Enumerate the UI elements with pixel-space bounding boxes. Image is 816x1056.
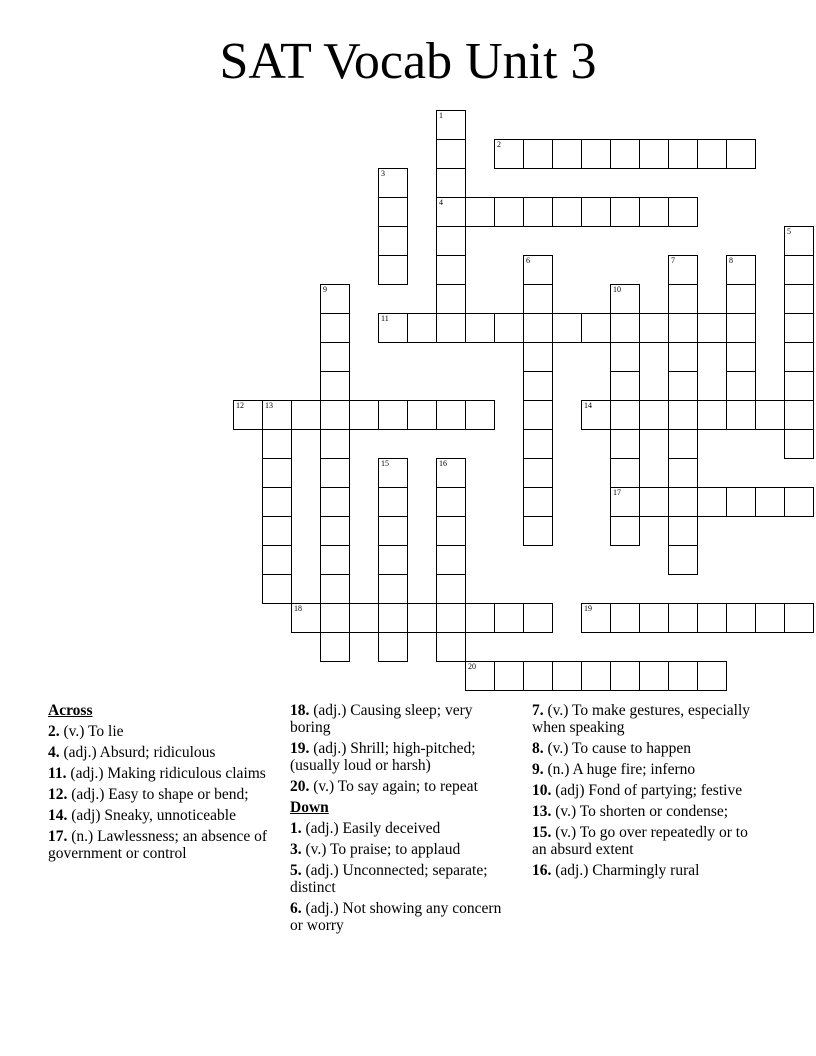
grid-cell[interactable] <box>610 139 640 169</box>
grid-cell[interactable] <box>378 603 408 633</box>
grid-cell[interactable] <box>262 458 292 488</box>
grid-cell[interactable] <box>320 313 350 343</box>
grid-cell[interactable] <box>436 516 466 546</box>
grid-cell[interactable] <box>378 487 408 517</box>
grid-cell[interactable] <box>523 458 553 488</box>
grid-cell[interactable] <box>378 400 408 430</box>
grid-cell[interactable] <box>581 661 611 691</box>
clues-column-2 <box>290 702 515 938</box>
grid-cell[interactable] <box>320 342 350 372</box>
grid-cell[interactable] <box>668 342 698 372</box>
grid-cell[interactable] <box>552 661 582 691</box>
grid-cell[interactable] <box>784 400 814 430</box>
clue-number: 1 <box>439 111 443 120</box>
grid-cell[interactable] <box>668 661 698 691</box>
grid-cell[interactable] <box>465 661 495 691</box>
grid-cell[interactable] <box>494 313 524 343</box>
grid-cell[interactable] <box>668 139 698 169</box>
grid-cell[interactable] <box>668 197 698 227</box>
grid-cell[interactable] <box>523 400 553 430</box>
grid-cell[interactable] <box>494 661 524 691</box>
grid-cell[interactable] <box>668 255 698 285</box>
down-heading: Down <box>290 799 329 816</box>
grid-cell[interactable] <box>784 371 814 401</box>
grid-cell[interactable] <box>755 400 785 430</box>
grid-cell[interactable] <box>523 661 553 691</box>
grid-cell[interactable] <box>784 313 814 343</box>
grid-cell[interactable] <box>436 545 466 575</box>
grid-cell[interactable] <box>320 400 350 430</box>
grid-cell[interactable] <box>378 168 408 198</box>
grid-cell[interactable] <box>639 487 669 517</box>
grid-cell[interactable] <box>378 197 408 227</box>
grid-cell[interactable] <box>668 429 698 459</box>
clue-number-label: 10. <box>532 782 552 799</box>
down-clue-list <box>290 820 515 934</box>
grid-cell[interactable] <box>436 255 466 285</box>
grid-cell[interactable] <box>436 400 466 430</box>
grid-cell[interactable] <box>436 632 466 662</box>
grid-cell[interactable] <box>465 313 495 343</box>
clue-number: 6 <box>526 256 530 265</box>
clue-number-label: 11. <box>48 765 67 782</box>
clue-text: (adj.) Easily deceived <box>301 820 441 837</box>
clue-text: (adj) Sneaky, unnoticeable <box>67 807 236 824</box>
across-clue <box>290 702 515 736</box>
clue-number: 16 <box>439 459 447 468</box>
clue-number: 17 <box>613 488 621 497</box>
grid-cell[interactable] <box>523 342 553 372</box>
down-clue <box>290 841 515 858</box>
grid-cell[interactable] <box>784 284 814 314</box>
across-clue <box>48 744 273 761</box>
clue-number-label: 7. <box>532 702 544 719</box>
grid-cell[interactable] <box>320 603 350 633</box>
grid-cell[interactable] <box>726 255 756 285</box>
grid-cell[interactable] <box>610 661 640 691</box>
clue-number: 11 <box>381 314 389 323</box>
clue-text: (adj.) Making ridiculous claims <box>66 765 266 782</box>
grid-cell[interactable] <box>320 545 350 575</box>
grid-cell[interactable] <box>523 313 553 343</box>
clue-text: (adj.) Absurd; ridiculous <box>59 744 216 761</box>
clue-text: (adj.) Shrill; high-pitched; (usually loud or harsh) <box>290 740 476 774</box>
grid-cell[interactable] <box>378 313 408 343</box>
grid-cell[interactable] <box>697 139 727 169</box>
grid-cell[interactable] <box>349 400 379 430</box>
down-clue <box>290 820 515 837</box>
grid-cell[interactable] <box>378 226 408 256</box>
across-clue-list <box>48 723 273 862</box>
grid-cell[interactable] <box>494 603 524 633</box>
grid-cell[interactable] <box>320 371 350 401</box>
grid-cell[interactable] <box>523 371 553 401</box>
grid-cell[interactable] <box>494 139 524 169</box>
clue-text: (adj.) Unconnected; separate; distinct <box>290 862 488 896</box>
grid-cell[interactable] <box>639 400 669 430</box>
clue-number: 14 <box>584 401 592 410</box>
grid-cell[interactable] <box>378 632 408 662</box>
grid-cell[interactable] <box>233 400 263 430</box>
grid-cell[interactable] <box>610 313 640 343</box>
clue-number: 4 <box>439 198 443 207</box>
grid-cell[interactable] <box>581 197 611 227</box>
down-clue-list-continued <box>532 702 757 879</box>
grid-cell[interactable] <box>668 516 698 546</box>
clue-number-label: 9. <box>532 761 544 778</box>
grid-cell[interactable] <box>262 545 292 575</box>
grid-cell[interactable] <box>610 603 640 633</box>
grid-cell[interactable] <box>436 197 466 227</box>
grid-cell[interactable] <box>610 400 640 430</box>
grid-cell[interactable] <box>610 371 640 401</box>
grid-cell[interactable] <box>639 603 669 633</box>
down-clue <box>532 740 757 757</box>
clues-column-3 <box>532 702 757 883</box>
grid-cell[interactable] <box>726 603 756 633</box>
grid-cell[interactable] <box>494 197 524 227</box>
grid-cell[interactable] <box>320 632 350 662</box>
grid-cell[interactable] <box>320 487 350 517</box>
clue-text: (v.) To say again; to repeat <box>309 778 478 795</box>
grid-cell[interactable] <box>291 400 321 430</box>
clue-text: (adj.) Easy to shape or bend; <box>67 786 249 803</box>
grid-cell[interactable] <box>378 458 408 488</box>
clue-text: (v.) To shorten or condense; <box>551 803 729 820</box>
clue-text: (v.) To cause to happen <box>543 740 692 757</box>
clue-text: (adj) Fond of partying; festive <box>551 782 743 799</box>
clue-number-label: 18. <box>290 702 310 719</box>
grid-cell[interactable] <box>697 603 727 633</box>
grid-cell[interactable] <box>755 487 785 517</box>
page-title: SAT Vocab Unit 3 <box>219 33 597 90</box>
grid-cell[interactable] <box>262 487 292 517</box>
clue-number-label: 20. <box>290 778 310 795</box>
grid-cell[interactable] <box>581 603 611 633</box>
across-clue <box>48 786 273 803</box>
across-clue <box>48 723 273 740</box>
clue-number-label: 3. <box>290 841 302 858</box>
grid-cell[interactable] <box>407 313 437 343</box>
down-clue <box>532 862 757 879</box>
grid-cell[interactable] <box>668 603 698 633</box>
grid-cell[interactable] <box>784 487 814 517</box>
grid-cell[interactable] <box>639 313 669 343</box>
grid-cell[interactable] <box>668 400 698 430</box>
grid-cell[interactable] <box>784 603 814 633</box>
grid-cell[interactable] <box>668 371 698 401</box>
grid-cell[interactable] <box>320 284 350 314</box>
grid-cell[interactable] <box>610 342 640 372</box>
clue-number-label: 8. <box>532 740 544 757</box>
clue-number-label: 13. <box>532 803 552 820</box>
grid-cell[interactable] <box>610 516 640 546</box>
grid-cell[interactable] <box>378 516 408 546</box>
grid-cell[interactable] <box>610 458 640 488</box>
grid-cell[interactable] <box>523 255 553 285</box>
grid-cell[interactable] <box>378 255 408 285</box>
clue-number-label: 15. <box>532 824 552 841</box>
grid-cell[interactable] <box>552 139 582 169</box>
grid-cell[interactable] <box>697 313 727 343</box>
grid-cell[interactable] <box>668 458 698 488</box>
grid-cell[interactable] <box>784 226 814 256</box>
grid-cell[interactable] <box>523 284 553 314</box>
clue-number-label: 5. <box>290 862 302 879</box>
grid-cell[interactable] <box>755 603 785 633</box>
grid-cell[interactable] <box>552 313 582 343</box>
clue-text: (v.) To praise; to applaud <box>301 841 461 858</box>
grid-cell[interactable] <box>668 545 698 575</box>
grid-cell[interactable] <box>523 139 553 169</box>
grid-cell[interactable] <box>523 516 553 546</box>
grid-cell[interactable] <box>697 661 727 691</box>
grid-cell[interactable] <box>610 487 640 517</box>
across-clue <box>290 740 515 774</box>
grid-cell[interactable] <box>639 661 669 691</box>
grid-cell[interactable] <box>581 400 611 430</box>
clue-number-label: 16. <box>532 862 552 879</box>
across-clue-list-continued <box>290 702 515 795</box>
grid-cell[interactable] <box>436 603 466 633</box>
clue-number: 19 <box>584 604 592 613</box>
clue-number: 7 <box>671 256 675 265</box>
grid-cell[interactable] <box>378 545 408 575</box>
grid-cell[interactable] <box>523 603 553 633</box>
clue-number-label: 14. <box>48 807 68 824</box>
grid-cell[interactable] <box>436 168 466 198</box>
grid-cell[interactable] <box>465 197 495 227</box>
down-clue <box>532 702 757 736</box>
grid-cell[interactable] <box>726 342 756 372</box>
grid-cell[interactable] <box>784 255 814 285</box>
across-clue <box>48 807 273 824</box>
grid-cell[interactable] <box>726 139 756 169</box>
grid-cell[interactable] <box>610 429 640 459</box>
grid-cell[interactable] <box>436 139 466 169</box>
clue-number-label: 4. <box>48 744 60 761</box>
grid-cell[interactable] <box>436 284 466 314</box>
clue-number: 9 <box>323 285 327 294</box>
grid-cell[interactable] <box>784 342 814 372</box>
grid-cell[interactable] <box>523 487 553 517</box>
grid-cell[interactable] <box>436 574 466 604</box>
clue-number: 15 <box>381 459 389 468</box>
grid-cell[interactable] <box>262 516 292 546</box>
clue-text: (adj.) Not showing any concern or worry <box>290 900 502 934</box>
grid-cell[interactable] <box>697 487 727 517</box>
grid-cell[interactable] <box>784 429 814 459</box>
grid-cell[interactable] <box>262 400 292 430</box>
grid-cell[interactable] <box>726 400 756 430</box>
grid-cell[interactable] <box>436 226 466 256</box>
grid-cell[interactable] <box>291 603 321 633</box>
grid-cell[interactable] <box>610 284 640 314</box>
clue-number: 18 <box>294 604 302 613</box>
grid-cell[interactable] <box>465 603 495 633</box>
grid-cell[interactable] <box>262 429 292 459</box>
clue-number-label: 2. <box>48 723 60 740</box>
grid-cell[interactable] <box>262 574 292 604</box>
down-clue <box>290 900 515 934</box>
grid-cell[interactable] <box>697 400 727 430</box>
grid-cell[interactable] <box>523 197 553 227</box>
grid-cell[interactable] <box>436 313 466 343</box>
clue-number: 3 <box>381 169 385 178</box>
across-clue <box>48 828 273 862</box>
down-clue <box>290 862 515 896</box>
clue-number: 8 <box>729 256 733 265</box>
clue-number-label: 6. <box>290 900 302 917</box>
grid-cell[interactable] <box>581 313 611 343</box>
clue-number: 5 <box>787 227 791 236</box>
grid-cell[interactable] <box>639 197 669 227</box>
grid-cell[interactable] <box>726 284 756 314</box>
clues-column-1 <box>48 702 273 866</box>
clue-number-label: 1. <box>290 820 302 837</box>
clue-text: (adj.) Charmingly rural <box>551 862 700 879</box>
clue-number-label: 12. <box>48 786 68 803</box>
grid-cell[interactable] <box>668 313 698 343</box>
grid-cell[interactable] <box>668 487 698 517</box>
clue-text: (v.) To go over repeatedly or to an absurd extent <box>532 824 748 858</box>
grid-cell[interactable] <box>726 313 756 343</box>
grid-cell[interactable] <box>407 400 437 430</box>
clue-number: 20 <box>468 662 476 671</box>
down-clue <box>532 803 757 820</box>
grid-cell[interactable] <box>320 516 350 546</box>
grid-cell[interactable] <box>465 400 495 430</box>
clue-number: 10 <box>613 285 621 294</box>
clue-text: (adj.) Causing sleep; very boring <box>290 702 473 736</box>
grid-cell[interactable] <box>436 487 466 517</box>
clue-text: (n.) Lawlessness; an absence of government or control <box>48 828 268 862</box>
grid-cell[interactable] <box>436 110 466 140</box>
grid-cell[interactable] <box>581 139 611 169</box>
clue-text: (v.) To lie <box>59 723 124 740</box>
grid-cell[interactable] <box>552 197 582 227</box>
clue-number: 13 <box>265 401 273 410</box>
clue-number-label: 17. <box>48 828 68 845</box>
clue-text: (v.) To make gestures, especially when speaking <box>532 702 750 736</box>
grid-cell[interactable] <box>726 487 756 517</box>
grid-cell[interactable] <box>320 429 350 459</box>
grid-cell[interactable] <box>436 458 466 488</box>
grid-cell[interactable] <box>639 139 669 169</box>
across-heading: Across <box>48 702 93 719</box>
grid-cell[interactable] <box>668 284 698 314</box>
clue-number-label: 19. <box>290 740 310 757</box>
down-clue <box>532 782 757 799</box>
clue-number: 2 <box>497 140 501 149</box>
grid-cell[interactable] <box>320 458 350 488</box>
down-clue <box>532 761 757 778</box>
across-clue <box>290 778 515 795</box>
grid-cell[interactable] <box>726 371 756 401</box>
down-clue <box>532 824 757 858</box>
grid-cell[interactable] <box>523 429 553 459</box>
grid-cell[interactable] <box>610 197 640 227</box>
across-clue <box>48 765 273 782</box>
grid-cell[interactable] <box>378 574 408 604</box>
clue-text: (n.) A huge fire; inferno <box>543 761 696 778</box>
grid-cell[interactable] <box>320 574 350 604</box>
grid-cell[interactable] <box>407 603 437 633</box>
grid-cell[interactable] <box>349 603 379 633</box>
clue-number: 12 <box>236 401 244 410</box>
